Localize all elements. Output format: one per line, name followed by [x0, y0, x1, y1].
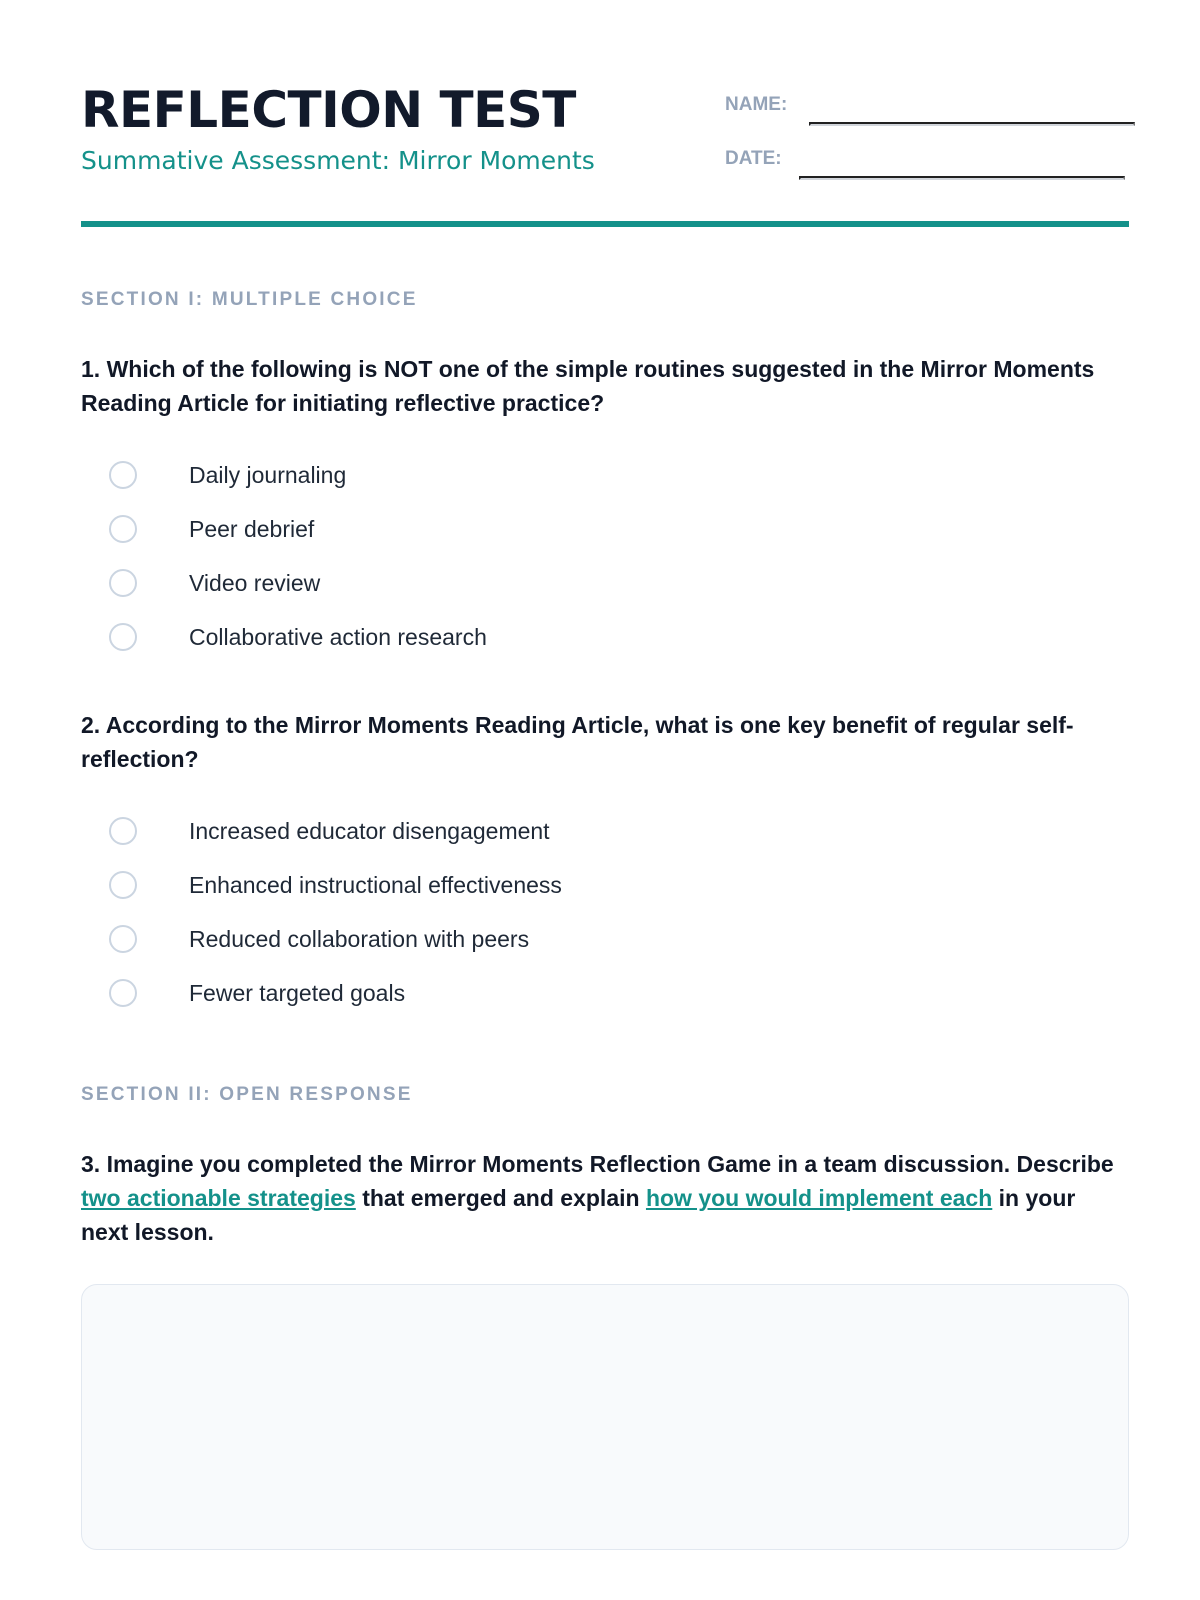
- radio-button[interactable]: [109, 461, 137, 489]
- radio-button[interactable]: [109, 515, 137, 543]
- option-label: Daily journaling: [189, 462, 347, 488]
- question-1-option-b[interactable]: [109, 502, 487, 556]
- section-2-title: SECTION II: OPEN RESPONSE: [81, 1084, 413, 1105]
- question-2-option-c[interactable]: [109, 912, 562, 966]
- question-3-text-2: that emerged and explain: [355, 1185, 646, 1211]
- option-label: Fewer targeted goals: [189, 980, 406, 1006]
- question-2: 2. According to the Mirror Moments Reading Article, what is one key benefit of regular self-reflection?: [81, 712, 1074, 772]
- option-label: Increased educator disengagement: [189, 818, 550, 844]
- question-1-option-d[interactable]: [109, 610, 487, 664]
- name-label: NAME:: [725, 94, 788, 115]
- question-3: [81, 1147, 1129, 1249]
- page-subtitle: Summative Assessment: Mirror Moments: [81, 146, 595, 175]
- radio-button[interactable]: [109, 569, 137, 597]
- option-label: Video review: [189, 570, 321, 596]
- option-label: Collaborative action research: [189, 624, 487, 650]
- radio-button[interactable]: [109, 979, 137, 1007]
- question-3-link-strategies[interactable]: two actionable strategies: [81, 1185, 356, 1211]
- name-input[interactable]: [809, 122, 1135, 126]
- question-2-option-b[interactable]: [109, 858, 562, 912]
- question-1-options: [109, 448, 487, 664]
- date-label: DATE:: [725, 148, 782, 169]
- question-1: 1. Which of the following is NOT one of the simple routines suggested in the Mirror Moments Reading Article for initiating reflective practice?: [81, 356, 1095, 416]
- name-field-group: [725, 92, 1129, 132]
- question-1-option-c[interactable]: [109, 556, 487, 610]
- header-divider: [81, 221, 1129, 227]
- option-label: Peer debrief: [189, 516, 315, 542]
- option-label: Reduced collaboration with peers: [189, 926, 530, 952]
- header: [81, 78, 1129, 228]
- question-2-option-a[interactable]: [109, 804, 562, 858]
- question-2-option-d[interactable]: [109, 966, 562, 1020]
- date-field-group: [725, 146, 1129, 186]
- assessment-page: [81, 0, 1129, 1600]
- question-1-option-a[interactable]: [109, 448, 487, 502]
- radio-button[interactable]: [109, 925, 137, 953]
- question-3-link-implement[interactable]: how you would implement each: [645, 1185, 993, 1211]
- question-3-text-1: 3. Imagine you completed the Mirror Moments Reflection Game in a team discussion. Describe: [81, 1151, 1114, 1177]
- option-label: Enhanced instructional effectiveness: [189, 872, 562, 898]
- section-1-title: SECTION I: MULTIPLE CHOICE: [81, 289, 418, 310]
- open-response-answer-box[interactable]: [81, 1284, 1129, 1550]
- radio-button[interactable]: [109, 623, 137, 651]
- question-2-options: [109, 804, 562, 1020]
- page-title: REFLECTION TEST: [81, 81, 576, 139]
- radio-button[interactable]: [109, 817, 137, 845]
- question-3-text-3: in your next lesson.: [81, 1185, 1076, 1245]
- radio-button[interactable]: [109, 871, 137, 899]
- date-input[interactable]: [799, 176, 1125, 180]
